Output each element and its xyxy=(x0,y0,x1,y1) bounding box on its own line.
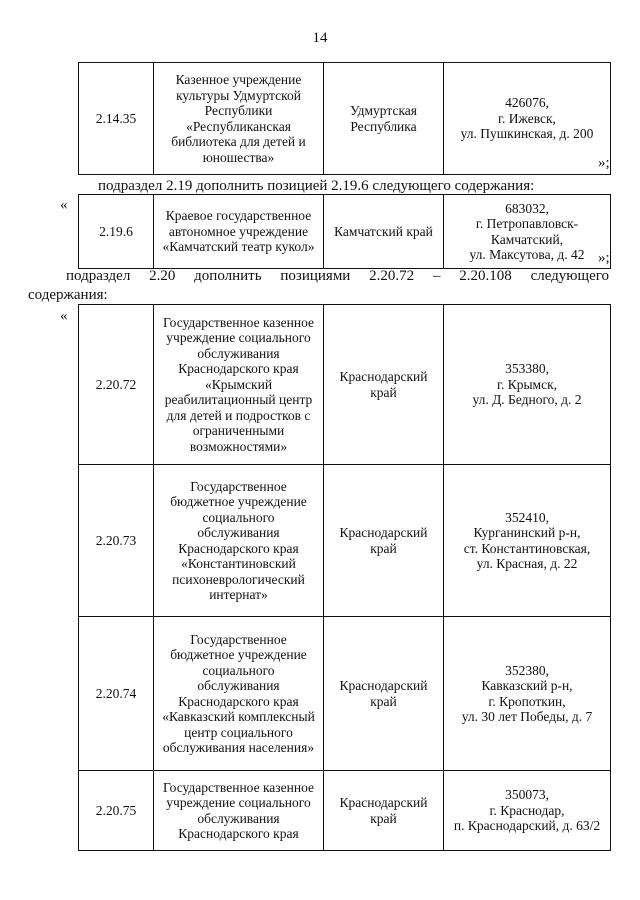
institution-name-line: Краснодарского края xyxy=(178,540,299,556)
closing-quote: »; xyxy=(598,250,610,266)
institution-name-cell xyxy=(154,195,324,269)
region-name-cell xyxy=(324,617,444,771)
table-row xyxy=(79,465,611,617)
postal-address-cell xyxy=(444,305,611,465)
institution-name-line: Государственное казенное xyxy=(163,779,314,795)
opening-quote: « xyxy=(60,197,68,213)
position-number-line: 2.20.75 xyxy=(95,802,137,818)
institution-name-line: обслуживания xyxy=(197,345,280,361)
institution-name-line: реабилитационный центр xyxy=(164,392,313,408)
closing-quote: »; xyxy=(598,155,610,171)
postal-address-line: 350073, xyxy=(505,787,549,803)
region-name-cell xyxy=(324,771,444,851)
table-section-2-20 xyxy=(78,304,611,851)
institution-name-line: бюджетное учреждение xyxy=(170,647,307,662)
postal-address-line: ул. Красная, д. 22 xyxy=(476,556,578,571)
postal-address-line: ст. Константиновская, xyxy=(463,540,591,556)
amendment-text-2-20: подраздел 2.20 дополнить позициями 2.20.72 – 2.20.108 следующего xyxy=(66,268,609,284)
institution-name-line: «Республиканская xyxy=(186,118,291,134)
institution-name-line: Государственное xyxy=(190,631,287,647)
postal-address-line: г. Кропоткин, xyxy=(488,693,566,709)
institution-name-line: обслуживания xyxy=(197,525,280,540)
table-row xyxy=(79,195,611,269)
region-name-line: Республика xyxy=(350,118,417,134)
postal-address-line: 353380, xyxy=(505,361,549,377)
postal-address-line: г. Ижевск, xyxy=(498,110,556,126)
postal-address-cell xyxy=(444,195,611,269)
table-section-2-14 xyxy=(78,62,611,175)
amendment-text-2-20-cont: содержания: xyxy=(28,287,108,303)
position-number-cell xyxy=(79,63,154,175)
table-row xyxy=(79,771,611,851)
table-row xyxy=(79,305,611,465)
region-name-line: Краснодарский xyxy=(339,525,428,540)
institution-name-line: Государственное казенное xyxy=(163,314,314,330)
position-number-cell xyxy=(79,195,154,269)
institution-name-line: библиотека для детей и xyxy=(171,134,306,149)
postal-address-cell xyxy=(444,63,611,175)
region-name-line: край xyxy=(370,810,397,826)
region-name-line: Камчатский край xyxy=(334,223,433,239)
postal-address-line: ул. Д. Бедного, д. 2 xyxy=(472,392,582,408)
table-row xyxy=(79,63,611,175)
postal-address-cell xyxy=(444,771,611,851)
postal-address-line: Курганинский р-н, xyxy=(473,525,581,540)
institution-name-cell xyxy=(154,63,324,175)
region-name-line: Краснодарский xyxy=(339,678,428,693)
institution-name-line: Республики xyxy=(204,103,273,118)
institution-name-line: Краснодарского края xyxy=(178,361,299,377)
institution-name-cell xyxy=(154,465,324,617)
region-name-line: Краснодарский xyxy=(339,795,428,810)
region-name-cell xyxy=(324,465,444,617)
postal-address-line: 683032, xyxy=(505,200,549,216)
postal-address-line: 352410, xyxy=(505,509,549,525)
institution-name-line: Государственное xyxy=(190,478,287,494)
postal-address-line: ул. 30 лет Победы, д. 7 xyxy=(461,709,593,724)
postal-address-line: г. Краснодар, xyxy=(489,802,565,818)
institution-name-line: юношества» xyxy=(202,149,275,165)
institution-name-line: социального xyxy=(202,509,275,525)
institution-name-line: центр социального xyxy=(184,724,293,740)
postal-address-line: п. Краснодарский, д. 63/2 xyxy=(453,818,601,834)
institution-name-line: Краснодарского края xyxy=(178,693,299,709)
amendment-text-2-19: подраздел 2.19 дополнить позицией 2.19.6 следующего содержания: xyxy=(98,178,535,194)
position-number-cell xyxy=(79,305,154,465)
institution-name-line: обслуживания населения» xyxy=(162,740,315,755)
postal-address-line: Кавказский р-н, xyxy=(481,678,573,693)
table-section-2-19 xyxy=(78,194,611,269)
postal-address-line: Камчатский, xyxy=(490,231,564,247)
position-number-line: 2.19.6 xyxy=(99,223,133,239)
institution-name-line: учреждение социального xyxy=(166,330,311,346)
postal-address-cell xyxy=(444,465,611,617)
postal-address-line: 352380, xyxy=(505,662,549,678)
region-name-cell xyxy=(324,63,444,175)
position-number-cell xyxy=(79,771,154,851)
region-name-line: Удмуртская xyxy=(349,103,417,118)
institution-name-line: социального xyxy=(202,662,275,678)
institution-name-line: обслуживания xyxy=(197,678,280,693)
institution-name-line: «Камчатский театр кукол» xyxy=(162,239,315,255)
region-name-cell xyxy=(324,195,444,269)
postal-address-line: 426076, xyxy=(505,95,549,111)
opening-quote: « xyxy=(60,308,68,324)
institution-name-line: интернат» xyxy=(209,587,268,602)
institution-name-line: ограниченными xyxy=(192,423,285,439)
position-number-line: 2.14.35 xyxy=(95,110,137,126)
region-name-line: край xyxy=(370,384,397,400)
institution-name-line: Краснодарского края xyxy=(178,826,299,841)
institution-name-line: обслуживания xyxy=(197,810,280,826)
institution-name-line: возможностями» xyxy=(189,438,288,454)
institution-name-line: автономное учреждение xyxy=(168,223,309,239)
postal-address-line: г. Петропавловск- xyxy=(475,216,579,231)
position-number-cell xyxy=(79,617,154,771)
region-name-line: Краснодарский xyxy=(339,369,428,384)
institution-name-line: культуры Удмуртской xyxy=(176,87,301,103)
position-number-line: 2.20.73 xyxy=(95,532,137,548)
postal-address-cell xyxy=(444,617,611,771)
institution-name-line: для детей и подростков с xyxy=(166,407,311,423)
institution-name-line: «Кавказский комплексный xyxy=(162,709,315,724)
institution-name-cell xyxy=(154,305,324,465)
region-name-cell xyxy=(324,305,444,465)
position-number-line: 2.20.72 xyxy=(95,376,137,392)
institution-name-line: психоневрологический xyxy=(172,571,305,587)
institution-name-line: Краевое государственное xyxy=(165,208,312,224)
page-number: 14 xyxy=(312,30,328,46)
position-number-line: 2.20.74 xyxy=(95,685,137,701)
institution-name-cell xyxy=(154,771,324,851)
institution-name-cell xyxy=(154,617,324,771)
institution-name-line: учреждение социального xyxy=(166,795,311,810)
postal-address-line: ул. Пушкинская, д. 200 xyxy=(460,126,594,142)
postal-address-line: г. Крымск, xyxy=(496,376,558,392)
institution-name-line: бюджетное учреждение xyxy=(170,494,307,509)
institution-name-line: «Константиновский xyxy=(181,556,296,571)
position-number-cell xyxy=(79,465,154,617)
institution-name-line: Казенное учреждение xyxy=(175,72,302,87)
postal-address-line: ул. Максутова, д. 42 xyxy=(469,247,585,262)
region-name-line: край xyxy=(370,693,397,709)
institution-name-line: «Крымский xyxy=(204,376,273,392)
table-row xyxy=(79,617,611,771)
region-name-line: край xyxy=(370,540,397,556)
